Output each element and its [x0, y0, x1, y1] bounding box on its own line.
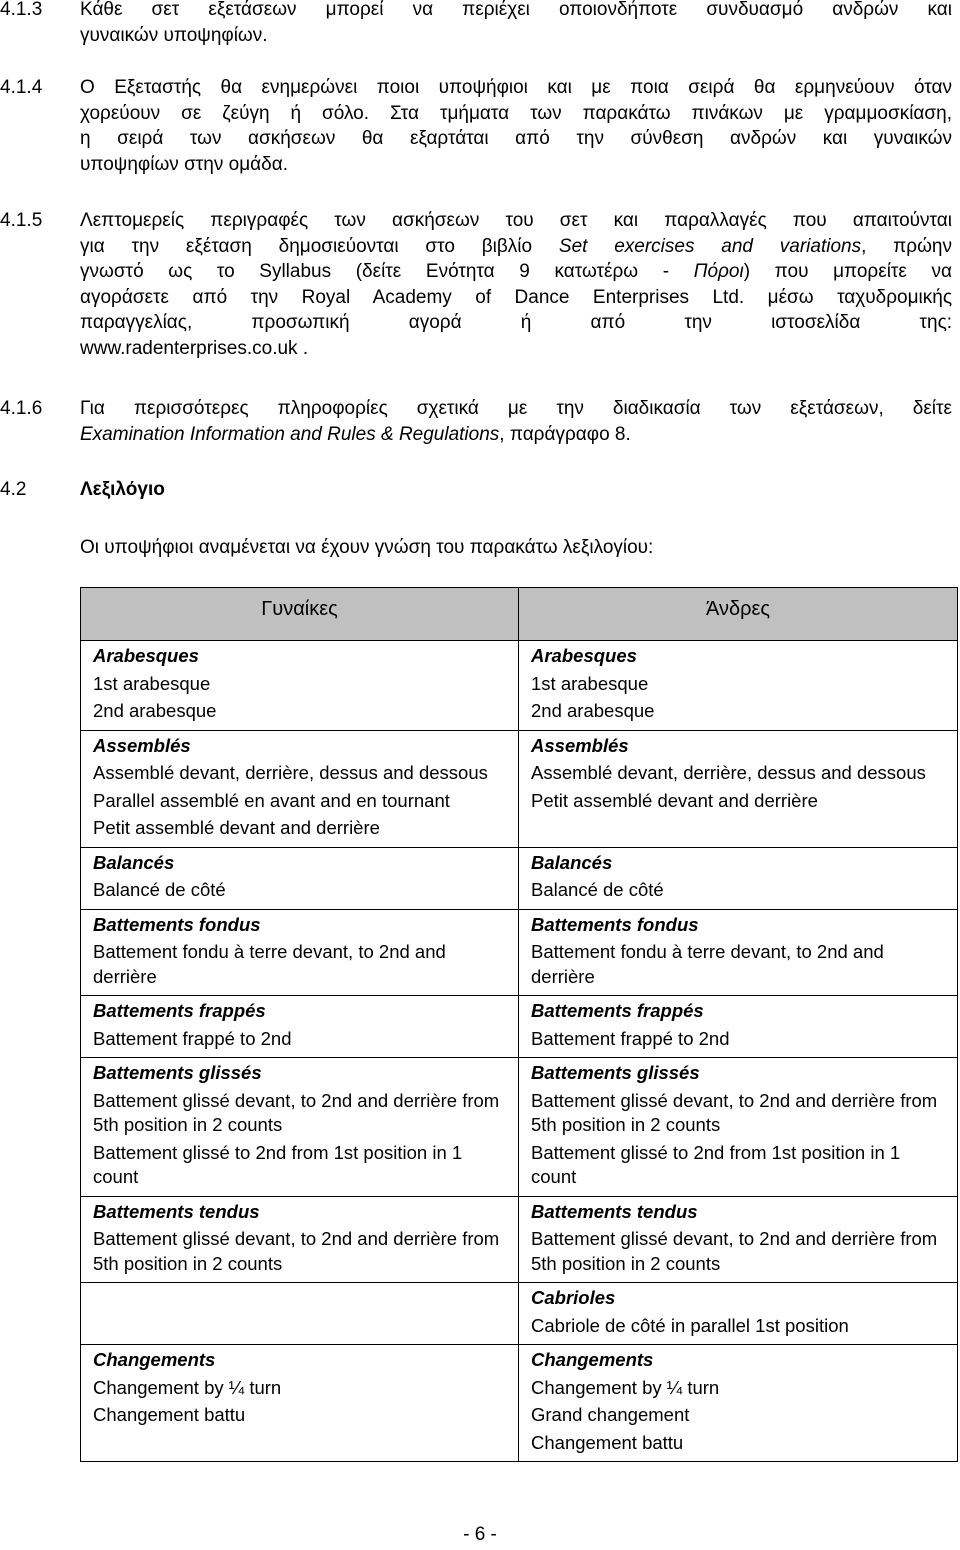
paragraph-line: γνωστό ως το Syllabus (δείτε Ενότητα 9 κατωτέρω - Πόροι) που μπορείτε να [80, 261, 953, 282]
section-number: 4.2 [0, 479, 27, 500]
table-cell-men [519, 996, 958, 1058]
exercise-item: Battement frappé to 2nd [531, 1027, 730, 1049]
exercise-group-heading: Changements [93, 1349, 216, 1370]
paragraph-line: Λεπτομερείς περιγραφές των ασκήσεων του σετ και παραλλαγές που απαιτούνται [80, 210, 952, 231]
exercise-item: Battement glissé to 2nd from 1st position in 1 count [531, 1141, 901, 1187]
exercise-item: Battement glissé devant, to 2nd and derrière from 5th position in 2 counts [93, 1089, 500, 1135]
table-cell-women [81, 909, 519, 996]
exercise-group-heading: Assemblés [531, 734, 629, 756]
exercise-item: Petit assemblé devant and derrière [531, 789, 818, 811]
document-ref-rules: Examination Information and Rules & Regulations [80, 423, 500, 445]
exercise-item: Battement glissé devant, to 2nd and derrière from 5th position in 2 counts [531, 1228, 938, 1274]
paragraph-line: παραγγελίας, προσωπική αγορά ή από την ιστοσελίδα της: [80, 312, 952, 333]
paragraph-body [80, 208, 952, 361]
book-title-set-exercises: Set exercises and variations [558, 235, 862, 257]
section-title: Λεξιλόγιο [80, 479, 165, 500]
table-cell-women [81, 1058, 519, 1197]
exercise-item: Assemblé devant, derrière, dessus and dessous [531, 762, 926, 783]
exercise-item: Battement glissé to 2nd from 1st position in 1 count [93, 1141, 463, 1187]
paragraph-line: Examination Information and Rules & Regulations, παράγραφο 8. [80, 423, 631, 445]
table-cell-men [519, 1196, 958, 1283]
exercise-item: Battement glissé devant, to 2nd and derrière from 5th position in 2 counts [531, 1089, 938, 1135]
exercise-group-heading: Arabesques [531, 645, 637, 666]
exercise-group-heading: Assemblés [93, 734, 191, 756]
paragraph-body [80, 75, 952, 177]
table-cell-women [81, 847, 519, 909]
paragraph-line: υποψηφίων στην ομάδα. [80, 153, 288, 175]
paragraph-line: Ο Εξεταστής θα ενημερώνει ποιοι υποψήφιοι και με ποια σειρά θα ερμηνεύουν όταν [80, 77, 952, 98]
table-cell-women [81, 1345, 519, 1462]
vocabulary-intro: Οι υποψήφιοι αναμένεται να έχουν γνώση του παρακάτω λεξιλογίου: [80, 537, 654, 558]
exercise-group-heading: Battements glissés [531, 1062, 700, 1083]
table-body [81, 641, 958, 1462]
table-row [81, 996, 958, 1058]
exercise-item: Changement by ¼ turn [531, 1376, 720, 1398]
exercise-group-heading: Balancés [531, 851, 613, 873]
column-header-women: Γυναίκες [81, 588, 519, 641]
exercise-item: Battement fondu à terre devant, to 2nd and derrière [93, 941, 446, 987]
exercise-item: Balancé de côté [531, 879, 664, 900]
paragraph-line: γυναικών υποψηφίων. [80, 24, 268, 46]
paragraph-body [80, 396, 952, 447]
paragraph-line: για την εξέταση δημοσιεύονται στο βιβλίο Set exercises and variations, πρώην [80, 235, 952, 257]
paragraph-number: 4.1.6 [0, 398, 43, 419]
exercise-group-heading: Arabesques [93, 645, 199, 666]
table-cell-men [519, 909, 958, 996]
exercise-item: Assemblé devant, derrière, dessus and dessous [93, 762, 488, 783]
table-row [81, 1058, 958, 1197]
paragraph-body [80, 0, 952, 48]
exercise-item: Cabriole de côté in parallel 1st position [531, 1314, 849, 1336]
paragraph-number: 4.1.3 [0, 0, 43, 20]
exercise-item: Changement battu [93, 1404, 246, 1425]
paragraph-number: 4.1.4 [0, 77, 43, 98]
table-row [81, 1345, 958, 1462]
exercise-item: Balancé de côté [93, 879, 226, 900]
table-cell-men [519, 1058, 958, 1197]
table-cell-women [81, 1196, 519, 1283]
exercise-group-heading: Changements [531, 1349, 654, 1370]
exercise-item: Parallel assemblé en avant and en tournant [93, 789, 450, 811]
exercise-item: Battement glissé devant, to 2nd and derrière from 5th position in 2 counts [93, 1228, 500, 1274]
section-ref-resources: Πόροι [693, 261, 744, 282]
table-cell-women [81, 641, 519, 731]
paragraph-line: Κάθε σετ εξετάσεων μπορεί να περιέχει οποιονδήποτε συνδυασμό ανδρών και [80, 0, 952, 20]
column-header-men: Άνδρες [519, 588, 958, 641]
paragraph-line: αγοράσετε από την Royal Academy of Dance Enterprises Ltd. μέσω ταχυδρομικής [80, 286, 952, 308]
table-row [81, 641, 958, 731]
exercise-group-heading: Battements glissés [93, 1062, 262, 1083]
table-cell-women [81, 730, 519, 847]
paragraph-line: Για περισσότερες πληροφορίες σχετικά με την διαδικασία των εξετάσεων, δείτε [80, 398, 952, 419]
paragraph-number: 4.1.5 [0, 210, 43, 231]
table-row [81, 1283, 958, 1345]
paragraph-line: η σειρά των ασκήσεων θα εξαρτάται από την σύνθεση ανδρών και γυναικών [80, 128, 952, 149]
exercise-group-heading: Battements tendus [531, 1200, 698, 1222]
table-cell-men [519, 730, 958, 847]
exercise-item: Grand changement [531, 1404, 690, 1425]
exercise-group-heading: Battements frappés [93, 1000, 266, 1021]
website-url: www.radenterprises.co.uk . [80, 337, 309, 359]
table-cell-men [519, 1345, 958, 1462]
exercise-item: 2nd arabesque [93, 700, 217, 721]
exercise-item: 2nd arabesque [531, 700, 655, 721]
table-row [81, 847, 958, 909]
exercise-group-heading: Battements frappés [531, 1000, 704, 1021]
table-cell-women [81, 996, 519, 1058]
table-row [81, 730, 958, 847]
vocabulary-table [80, 587, 958, 1462]
table-cell-women [81, 1283, 519, 1345]
exercise-item: Changement by ¼ turn [93, 1376, 282, 1398]
table-cell-men [519, 641, 958, 731]
exercise-item: 1st arabesque [531, 672, 649, 694]
table-cell-men [519, 1283, 958, 1345]
exercise-group-heading: Battements tendus [93, 1200, 260, 1222]
exercise-item: 1st arabesque [93, 672, 211, 694]
exercise-item: Battement frappé to 2nd [93, 1027, 292, 1049]
table-row [81, 909, 958, 996]
exercise-group-heading: Balancés [93, 851, 175, 873]
table-row [81, 1196, 958, 1283]
exercise-group-heading: Battements fondus [93, 913, 261, 935]
page-number: - 6 - [463, 1524, 497, 1545]
exercise-item: Petit assemblé devant and derrière [93, 817, 380, 838]
table-cell-men [519, 847, 958, 909]
exercise-group-heading: Cabrioles [531, 1287, 616, 1308]
paragraph-line: χορεύουν σε ζεύγη ή σόλο. Στα τμήματα των παρακάτω πινάκων με γραμμοσκίαση, [80, 102, 952, 124]
exercise-item: Battement fondu à terre devant, to 2nd and derrière [531, 941, 884, 987]
exercise-group-heading: Battements fondus [531, 913, 699, 935]
table-header-row [81, 588, 958, 641]
exercise-item: Changement battu [531, 1431, 684, 1453]
